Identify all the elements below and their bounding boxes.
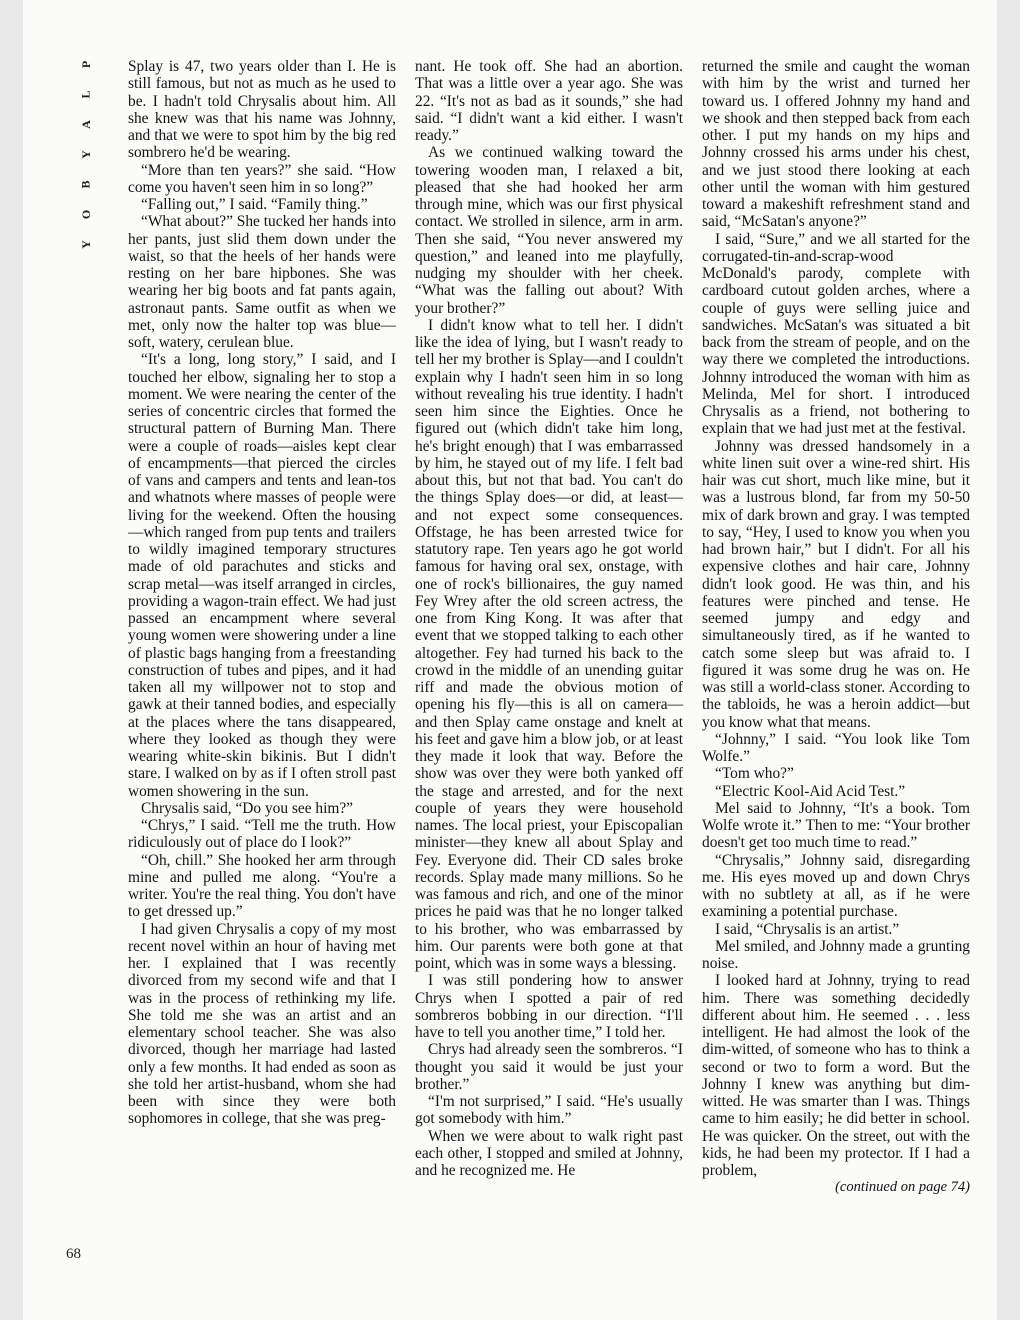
paragraph: Mel said to Johnny, “It's a book. Tom Wolfe wrote it.” Then to me: “Your brother doesn't get too much time to read.” (702, 799, 970, 852)
paragraph: When we were about to walk right past each other, I stopped and smiled at Johnny, and he recognized me. He (415, 1127, 683, 1179)
text-column-1 (128, 58, 396, 1128)
paragraph: “Chrysalis,” Johnny said, disregarding me. His eyes moved up and down Chrys with no subtlety at all, as if he were examining a potential purchase. (702, 851, 970, 921)
paragraph: Johnny was dressed handsomely in a white linen suit over a wine-red shirt. His hair was cut short, much like mine, but it was a lustrous blond, far from my 50-50 mix of dark brown and gray. I was tempted to say, “Hey, I used to know you when you had brown hair,” but I didn't. For all his expensive clothes and hair care, Johnny didn't look good. He was thin, and his features were pinched and tense. He seemed jumpy and edgy and simultaneously tired, as if he wanted to catch some sleep but was afraid to. I figured it was some drug he was on. He was still a world-class stoner. According to the tabloids, he was a heroin addict—but you know what that means. (702, 437, 970, 731)
masthead-letter: L (78, 89, 93, 99)
masthead-letter: O (79, 208, 93, 220)
masthead-letter: P (79, 59, 93, 69)
paragraph: “What about?” She tucked her hands into her pants, just slid them down under the waist, so that the heels of her hands were resting on her bare hipbones. She was wearing her big boots and fat pants again, astronaut pants. Same outfit as when we met, only now the halter top was blue—soft, watery, cerulean blue. (128, 213, 396, 351)
masthead-letter: B (78, 179, 93, 189)
playboy-masthead (75, 58, 97, 250)
paragraph: returned the smile and caught the woman with him by the wrist and turned her toward us. I offered Johnny my hand and we shook and then stepped back from each other. I put my hands on my hips and Johnny crossed his arms under his chest, and we just stood there looking at each other until the woman with him gestured toward a makeshift refreshment stand and said, “McSatan's anyone?” (702, 58, 970, 231)
paragraph: nant. He took off. She had an abortion. That was a little over a year ago. She was 22. “It's not as bad as it sounds,” she had said. “I didn't want a kid either. I wasn't ready.” (415, 58, 683, 144)
paragraph: “It's a long, long story,” I said, and I touched her elbow, signaling her to stop a moment. We were nearing the center of the series of concentric circles that formed the structural pattern of Burning Man. There were a couple of roads—aisles kept clear of encampments—that pierced the circles of vans and campers and tents and lean-tos and whatnots where masses of people were living for the weekend. Often the housing—which ranged from pup tents and trailers to wildly imagined temporary structures made of old parachutes and sticks and scrap metal—was itself arranged in circles, providing a wagon-train effect. We had just passed an encampment where several young women were showering under a line of plastic bags hanging from a freestanding construction of tubes and pipes, and it had taken all my willpower not to stop and gawk at their tanned bodies, and especially at the places where the tans disappeared, where they looked as though they were wearing white-skin bikinis. But I didn't stare. I walked on by as if I often stroll past women showering in the sun. (128, 351, 396, 800)
paragraph: I said, “Sure,” and we all started for the corrugated-tin-and-scrap-wood McDonald's parody, complete with cardboard cutout golden arches, where a couple of guys were selling juice and sandwiches. McSatan's was situated a bit back from the stream of people, and on the way there we completed the introductions. Johnny introduced the woman with him as Melinda, Mel for short. I introduced Chrysalis as a friend, not bothering to explain that we had just met at the festival. (702, 230, 970, 438)
magazine-page (23, 0, 997, 1320)
paragraph: “Johnny,” I said. “You look like Tom Wolfe.” (702, 730, 970, 765)
paragraph: “Oh, chill.” She hooked her arm through mine and pulled me along. “You're a writer. You're the real thing. You don't have to get dressed up.” (128, 851, 396, 921)
masthead-letter: Y (78, 149, 93, 159)
paragraph: Chrys had already seen the sombreros. “I thought you said it would be just your brother.” (415, 1041, 683, 1093)
paragraph: As we continued walking toward the towering wooden man, I relaxed a bit, pleased that she had hooked her arm through mine, which was our first physical contact. We strolled in silence, arm in arm. Then she said, “You never answered my question,” and leaned into me playfully, nudging my shoulder with her cheek. “What was the falling out about? With your brother?” (415, 144, 683, 317)
paragraph: I said, “Chrysalis is an artist.” (715, 920, 900, 938)
paragraph: I was still pondering how to answer Chrys when I spotted a pair of red sombreros bobbing in our direction. “I'll have to tell you another time,” I told her. (415, 972, 683, 1041)
paragraph: “Tom who?” (715, 765, 794, 783)
text-column-2 (415, 58, 683, 1179)
paragraph: Mel smiled, and Johnny made a grunting noise. (702, 937, 970, 972)
paragraph: “Chrys,” I said. “Tell me the truth. How ridiculously out of place do I look?” (128, 817, 396, 852)
paragraph: I looked hard at Johnny, trying to read him. There was something decidedly different about him. He seemed . . . less intelligent. He had almost the look of the dim-witted, of someone who has to think a second or two to form a word. But the Johnny I knew was anything but dim-witted. He was smarter than I was. Things came to him easily; he did better in school. He was quicker. On the street, out with the kids, he had been my protector. If I had a problem, (702, 972, 970, 1179)
continued-notice: (continued on page 74) (835, 1179, 970, 1196)
paragraph: I didn't know what to tell her. I didn't like the idea of lying, but I wasn't ready to tell her my brother is Splay—and I couldn't explain why I hadn't seen him in so long without revealing his true identity. I hadn't seen him since the Eighties. Once he figured out (which didn't take him long, he's bright enough) that I was embarrassed by him, he stayed out of my life. I felt bad about this, but not that bad. You can't do the things Splay does—or did, at least—and not expect some consequences. Offstage, he has been arrested twice for statutory rape. Ten years ago he got world famous for having oral sex, onstage, with one of rock's billionaires, the guy named Fey Wrey after the old screen actress, the one from King Kong. It was after that event that we stopped talking to each other altogether. Fey had turned his back to the crowd in the middle of an unending guitar riff and made the obvious motion of opening his fly—this is all on camera—and then Splay came onstage and knelt at his feet and gave him a blow job, or at least they made it look that way. Before the show was over they were both yanked off the stage and arrested, and for the next couple of years they were household names. The local priest, your Episcopalian minister—they knew all about Splay and Fey. Everyone did. Their CD sales broke records. Splay made many millions. So he was famous and rich, and one of the minor prices he paid was that he no longer talked to his brother, who was embarrassed by him. Our parents were both gone at that point, which was in some ways a blessing. (415, 316, 683, 972)
paragraph: I had given Chrysalis a copy of my most recent novel within an hour of having met her. I explained that I was recently divorced from my second wife and that I was in the process of rethinking my life. She told me she was an artist and an elementary school teacher. She was also divorced, though her marriage had lasted only a few months. It had ended as soon as she told her artist-husband, whom she had been with since they were both sophomores in college, that she was preg- (128, 920, 396, 1128)
masthead-letter: A (78, 119, 93, 129)
paragraph: “More than ten years?” she said. “How come you haven't seen him in so long?” (128, 161, 396, 196)
paragraph: “Falling out,” I said. “Family thing.” (141, 196, 368, 213)
paragraph: “Electric Kool-Aid Acid Test.” (715, 782, 906, 800)
page-number: 68 (66, 1246, 81, 1262)
paragraph: Splay is 47, two years older than I. He is still famous, but not as much as he used to be. I hadn't told Chrysalis about him. All she knew was that his name was Johnny, and that we were to spot him by the big red sombrero he'd be wearing. (128, 58, 396, 162)
paragraph: Chrysalis said, “Do you see him?” (141, 799, 354, 817)
masthead-letter: Y (78, 239, 93, 249)
paragraph: “I'm not surprised,” I said. “He's usually got somebody with him.” (415, 1093, 683, 1128)
text-column-3 (702, 58, 970, 1197)
